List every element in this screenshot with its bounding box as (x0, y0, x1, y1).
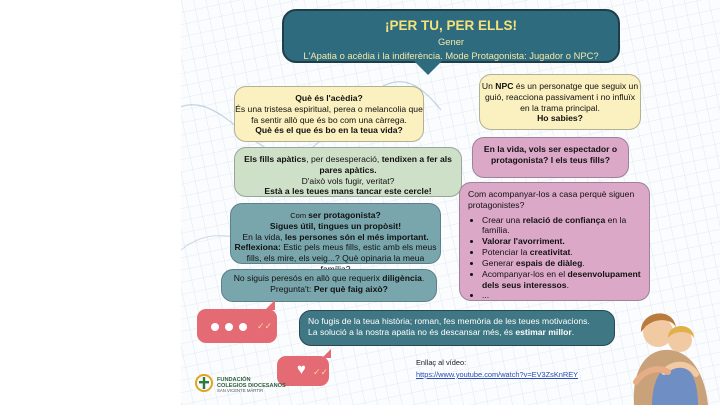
historia-box (299, 310, 615, 346)
list-item: • Valorar l'avorriment. (482, 236, 641, 247)
list-item: • ... (482, 290, 641, 301)
infographic (181, 0, 720, 405)
list-item: • Generar espais de diàleg. (482, 258, 641, 269)
protagonista-line3: Reflexiona: Estic pels meus fills, estic amb els meus fills, els mire, els veig...? Què opinaria la meua (234, 242, 437, 264)
list-item: • Potenciar la creativitat. (482, 247, 641, 258)
bubble-tail (265, 300, 275, 310)
logo-text: FUNDACIÓN COLEGIOS DIOCESANOS SAN VICENTE MÁRTIR (217, 377, 286, 394)
logo-cross-icon (195, 374, 213, 392)
list-item: • Acompanyar-los en el desenvolupament dels seus interessos. (482, 269, 641, 291)
peresos-box (221, 269, 437, 302)
apatics-box (234, 147, 462, 197)
page-title: ¡PER TU, PER ELLS! (384, 18, 517, 33)
npc-term: NPC (495, 81, 514, 91)
header-pointer (414, 61, 442, 75)
peresos-line1: No siguis peresós en allò que requerix diligència. (233, 273, 425, 283)
video-label: Enllaç al vídeo: (416, 358, 467, 367)
bubble-tail (322, 349, 331, 358)
apatics-line3: Està a les teues mans tancar este cercle! (264, 186, 432, 197)
video-link-section (416, 358, 616, 379)
double-check-icon: ✓✓ (257, 321, 273, 331)
left-margin (0, 0, 181, 405)
npc-box (479, 74, 641, 130)
video-link[interactable]: https://www.youtube.com/watch?v=EV3ZsKnREY (416, 370, 579, 379)
dot-icon (239, 323, 247, 331)
double-check-icon: ✓✓ (313, 367, 329, 377)
acompanyar-box (459, 182, 650, 301)
heart-icon: ♥ (297, 361, 306, 378)
protagonista-line1: Sigues útil, tingues un propòsit! (269, 220, 402, 231)
acompanyar-list (468, 215, 641, 302)
vida-box (472, 137, 629, 178)
acedia-box (234, 86, 424, 142)
vida-question: En la vida, vols ser espectador o protagonista? I els teus fills? (483, 144, 618, 165)
protagonista-box (230, 203, 441, 264)
dot-icon (211, 323, 219, 331)
protagonista-line2: En la vida, les persones són el més important. (242, 231, 429, 242)
page-subtitle: L'Apatia o acèdia i la indiferència. Mode Protagonista: Jugador o NPC? (303, 49, 599, 61)
protagonista-question: Com ser protagonista? (290, 210, 381, 220)
month-label: Gener (437, 36, 465, 47)
chat-bubble-dots (197, 309, 277, 343)
apatics-line2: D'això vols fugir, veritat? (301, 175, 395, 186)
acedia-definition: És una tristesa espiritual, perea o melancolia que fa sentir allò que és bo com una càrrega. (235, 103, 423, 125)
dot-icon (225, 323, 233, 331)
apatics-line1: Els fills apàtics, per desesperació, tendixen a fer als pares apàtics. (244, 154, 452, 175)
peresos-line2: Pregunta't: Per què faig això? (270, 283, 388, 294)
family-hug-illustration (614, 292, 720, 405)
list-item: • Crear una relació de confiança en la família. (482, 215, 641, 237)
npc-closing: Ho sabies? (537, 113, 583, 124)
acompanyar-intro: Com acompanyar-los a casa perquè siguen protagonistes? (468, 189, 635, 210)
header-banner (282, 9, 620, 63)
fundacion-logo (195, 374, 325, 396)
acedia-question: Què és l'acèdia? (295, 93, 363, 103)
historia-line2: La solució a la nostra apatia no és descansar més, és estimar millor. (308, 326, 575, 337)
acedia-closing: Què és el que és bo en la teua vida? (255, 125, 403, 136)
npc-definition: Un NPC és un personatge que seguix un guió, reacciona passivament i no influïx en la trama principal. (481, 81, 639, 113)
historia-line1: No fugis de la teua història; roman, fes memòria de les teues motivacions. (308, 316, 590, 326)
